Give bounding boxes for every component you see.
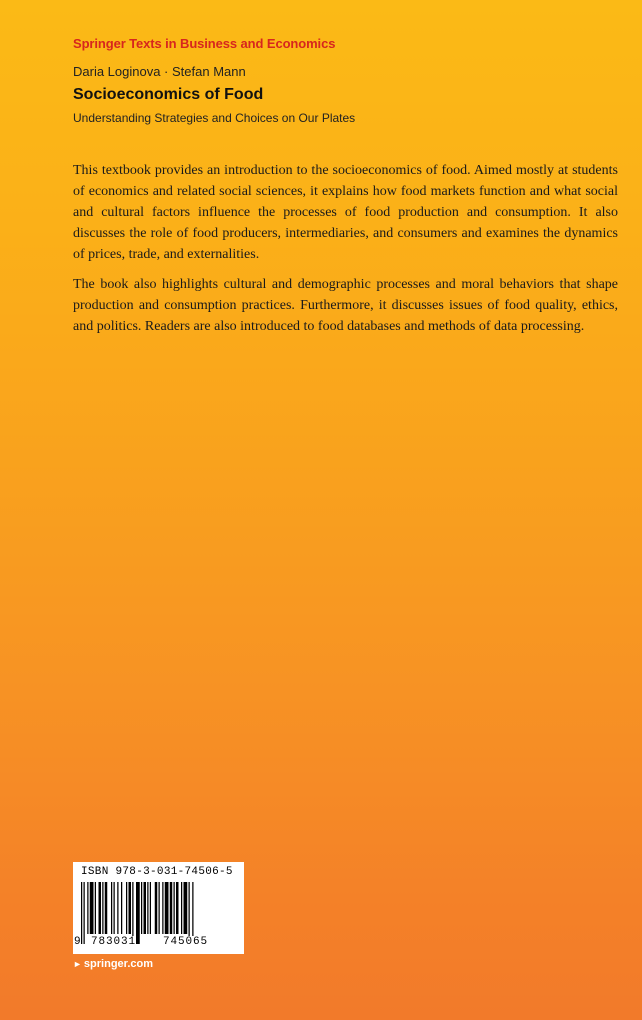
barcode-bar <box>99 882 102 934</box>
barcode-bar <box>111 882 112 934</box>
series-title: Springer Texts in Business and Economics <box>73 36 336 51</box>
publisher-website[interactable] <box>73 958 153 970</box>
isbn-barcode <box>73 862 244 954</box>
barcode-bar <box>84 882 85 944</box>
barcode-bar <box>114 882 115 934</box>
barcode-bar <box>174 882 175 934</box>
barcode-bar <box>170 882 173 934</box>
ean-right-digits: 745065 <box>163 936 209 948</box>
ean-left-digits: 783031 <box>91 936 137 948</box>
barcode-bar <box>121 882 122 934</box>
barcode-bar <box>126 882 127 934</box>
barcode-bar <box>141 882 142 934</box>
barcode-bar <box>105 882 108 934</box>
book-title: Socioeconomics of Food <box>73 86 264 103</box>
barcode-bar <box>90 882 94 934</box>
barcode-bars <box>81 882 236 944</box>
authors: Daria Loginova · Stefan Mann <box>73 64 246 79</box>
barcode-bar <box>165 882 169 934</box>
barcode-bar <box>184 882 188 934</box>
barcode-bar <box>189 882 190 944</box>
barcode-bar <box>136 882 140 944</box>
barcode-bar <box>181 882 182 934</box>
blurb <box>73 160 618 346</box>
barcode-bar <box>147 882 148 934</box>
barcode-bar <box>132 882 133 944</box>
barcode-bar <box>87 882 88 934</box>
triangle-right-icon: ► <box>73 959 82 969</box>
barcode-bar <box>159 882 160 934</box>
isbn-label: ISBN 978-3-031-74506-5 <box>81 866 233 878</box>
blurb-paragraph-2: The book also highlights cultural and demographic processes and moral behaviors that shape production and consumption practices. Furthermore, it discusses issues of food quality, ethics, and politics. Readers are also introduced to food databases and methods of data processing. <box>73 277 618 334</box>
publisher-website-label: springer.com <box>83 958 153 970</box>
barcode-bar <box>129 882 132 934</box>
book-subtitle: Understanding Strategies and Choices on Our Plates <box>73 111 356 125</box>
barcode-bar <box>117 882 118 934</box>
barcode-bar <box>144 882 147 934</box>
barcode-bar <box>155 882 158 934</box>
barcode-bar <box>192 882 193 944</box>
barcode-bar <box>162 882 163 934</box>
ean-first-digit: 9 <box>74 936 81 948</box>
barcode-bar <box>81 882 82 944</box>
barcode-bar <box>150 882 151 934</box>
barcode-bar <box>176 882 179 934</box>
blurb-paragraph-1: This textbook provides an introduction to the socioeconomics of food. Aimed mostly at students of economics and related social sciences, it explains how food markets function and what social and cultural factors influence the processes of food production and consumption. It also discusses the role of food producers, intermediaries, and consumers and examines the dynamics of prices, trade, and externalities. <box>73 163 618 262</box>
barcode-bar <box>102 882 103 934</box>
barcode-bar <box>95 882 96 934</box>
